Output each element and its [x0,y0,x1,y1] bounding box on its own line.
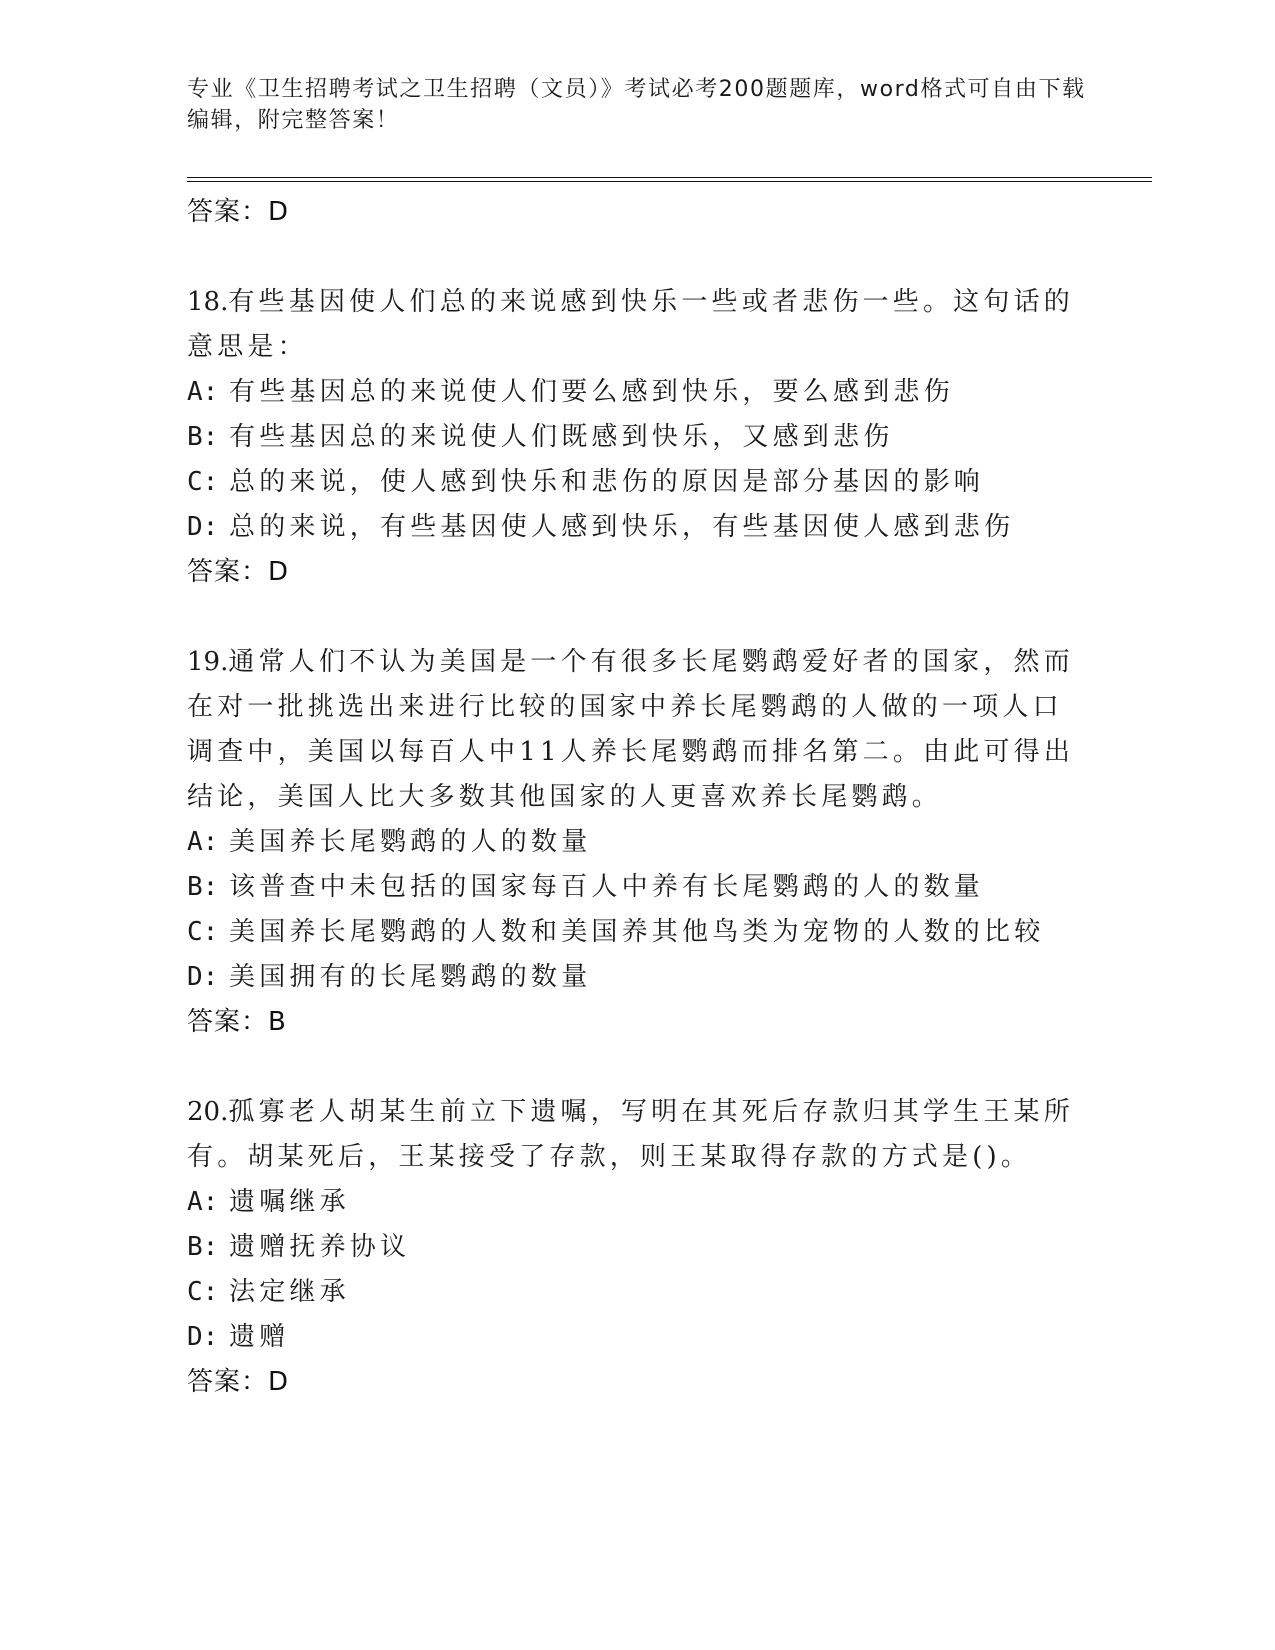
option-text: 美国养长尾鹦鹉的人数和美国养其他鸟类为宠物的人数的比较 [229,917,1045,947]
option-letter: B: [187,422,219,452]
answer-value: D [268,557,290,587]
question-stem [187,1090,1087,1180]
answer-value: D [268,1367,290,1397]
answer-label: 答案： [187,1007,269,1037]
option-letter: B: [187,1232,219,1262]
option-d [187,1315,1087,1360]
option-letter: D: [187,962,219,992]
option-a [187,1180,1087,1225]
option-text: 遗嘱继承 [229,1187,350,1217]
option-letter: A: [187,377,219,407]
option-d [187,505,1087,550]
option-text: 总的来说，有些基因使人感到快乐，有些基因使人感到悲伤 [229,512,1015,542]
option-text: 法定继承 [229,1277,350,1307]
page-header [187,74,1087,136]
option-b [187,1225,1087,1270]
answer-label: 答案： [187,197,269,227]
option-letter: B: [187,872,219,902]
option-letter: A: [187,1187,219,1217]
option-b [187,415,1087,460]
question-text: 有些基因使人们总的来说感到快乐一些或者悲伤一些。这句话的意思是： [187,287,1074,362]
question-stem [187,280,1087,370]
option-text: 有些基因总的来说使人们既感到快乐，又感到悲伤 [229,422,894,452]
question-19 [187,640,1087,1045]
option-letter: C: [187,1277,219,1307]
question-text: 孤寡老人胡某生前立下遗嘱，写明在其死后存款归其学生王某所有。胡某死后，王某接受了存款，则王某取得存款的方式是()。 [187,1097,1074,1172]
question-stem [187,640,1087,820]
answer-label: 答案： [187,557,269,587]
option-b [187,865,1087,910]
option-c [187,460,1087,505]
question-number: 18. [187,287,229,317]
option-text: 遗赠抚养协议 [229,1232,411,1262]
answer-label: 答案： [187,1367,269,1397]
option-text: 遗赠 [229,1322,290,1352]
answer-line [187,1000,1087,1045]
answer-value: B [268,1007,287,1037]
option-a [187,370,1087,415]
option-letter: D: [187,1322,219,1352]
answer-value: D [268,197,290,227]
question-number: 19. [187,647,229,677]
option-a [187,820,1087,865]
answer-line [187,1360,1087,1405]
option-letter: D: [187,512,219,542]
option-letter: A: [187,827,219,857]
option-text: 有些基因总的来说使人们要么感到快乐，要么感到悲伤 [229,377,954,407]
option-c [187,910,1087,955]
answer-line [187,550,1087,595]
option-text: 总的来说，使人感到快乐和悲伤的原因是部分基因的影响 [229,467,985,497]
header-text: 专业《卫生招聘考试之卫生招聘（文员）》考试必考200题题库，word格式可自由下载编辑，附完整答案！ [187,77,1086,133]
header-divider [187,177,1152,182]
option-letter: C: [187,917,219,947]
option-letter: C: [187,467,219,497]
option-text: 美国养长尾鹦鹉的人的数量 [229,827,592,857]
option-d [187,955,1087,1000]
question-text: 通常人们不认为美国是一个有很多长尾鹦鹉爱好者的国家，然而在对一批挑选出来进行比较的国家中养长尾鹦鹉的人做的一项人口调查中，美国以每百人中11人养长尾鹦鹉而排名第二。由此可得出结论，美国人比大多数其他国家的人更喜欢养长尾鹦鹉。 [187,647,1075,812]
question-20 [187,1090,1087,1405]
option-c [187,1270,1087,1315]
option-text: 该普查中未包括的国家每百人中养有长尾鹦鹉的人的数量 [229,872,985,902]
question-number: 20. [187,1097,229,1127]
option-text: 美国拥有的长尾鹦鹉的数量 [229,962,592,992]
question-18 [187,280,1087,595]
answer-line [187,190,1087,235]
document-body [187,190,1087,1405]
